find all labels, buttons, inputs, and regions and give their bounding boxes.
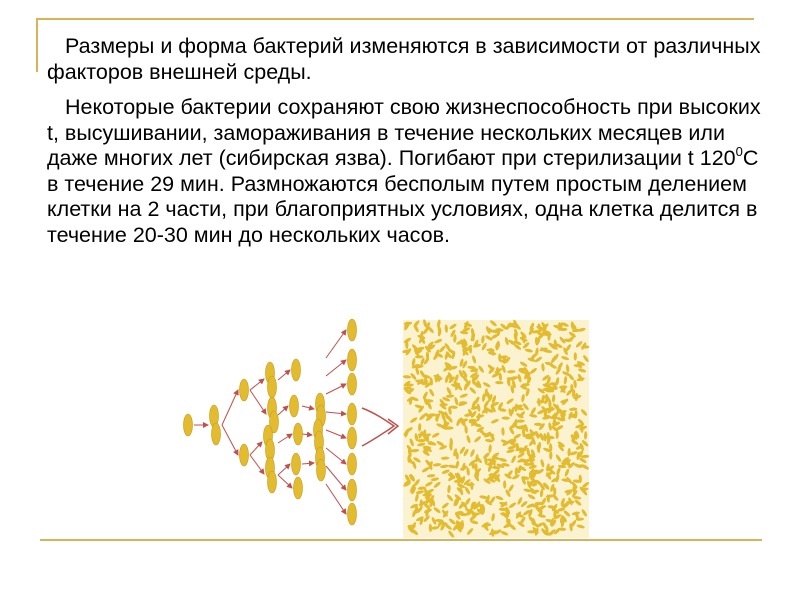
bacterial-division-figure (170, 318, 590, 540)
division-arrow (222, 390, 238, 425)
division-arrow (250, 455, 264, 474)
bacterium-cell (348, 319, 357, 341)
division-arrow (326, 330, 346, 358)
division-arrow (326, 448, 346, 464)
slide-text (47, 34, 767, 258)
division-arrow (302, 434, 312, 435)
paragraph-2 (47, 95, 767, 248)
bacterium-cell (184, 414, 193, 436)
colony-bacterium (474, 463, 477, 471)
paragraph-2-text-a: Некоторые бактерии сохраняют свою жизнеспособность при высоких t, высушивании, замораживания в течение нескольких месяцев или даже многих лет (сибирская язва). Погибают при стерилизации t 120 (47, 95, 761, 170)
bacterium-cell (348, 453, 357, 475)
degree-superscript: 0 (735, 143, 743, 159)
top-rule (36, 18, 754, 20)
division-arrow (326, 384, 346, 394)
dividing-bacterium-cell (268, 376, 277, 398)
big-arrow-icon (362, 408, 394, 446)
bacterium-cell (348, 503, 357, 525)
division-arrow (250, 390, 266, 414)
bacterium-cell (294, 477, 303, 499)
division-cells (184, 319, 357, 525)
paragraph-2-text-b: С в течение 29 мин. Размножаются бесполым путем простым делением клетки на 2 части, при благоприятных условиях, одна клетка делится в течение 20-30 мин до нескольких часов. (47, 146, 759, 247)
bacterium-cell (348, 403, 357, 425)
division-arrow (326, 360, 346, 376)
bacterium-cell (294, 423, 303, 445)
division-arrow (326, 484, 346, 514)
colony-bacterium (404, 387, 412, 390)
bacterium-cell (348, 479, 357, 501)
colony-bacterium (543, 388, 551, 391)
division-arrow (326, 430, 346, 438)
division-arrow (222, 425, 238, 455)
division-arrow (278, 434, 292, 443)
bacterium-cell (348, 427, 357, 449)
colony-bacterium (550, 416, 558, 419)
division-arrow (278, 370, 290, 380)
division-arrow (278, 406, 288, 415)
division-arrow (326, 466, 346, 490)
division-arrow (302, 463, 314, 464)
bacterium-cell (292, 359, 301, 381)
colony-bacterium (472, 461, 475, 469)
division-arrow (250, 379, 264, 390)
paragraph-1-text: Размеры и форма бактерий изменяются в зависимости от различных факторов внешней среды. (47, 34, 761, 84)
paragraph-1 (47, 34, 767, 85)
bacterium-cell (290, 395, 299, 417)
bacterium-cell (348, 349, 357, 371)
division-arrow (250, 442, 262, 455)
dividing-bacterium-cell (212, 423, 221, 445)
bacterium-cell (240, 379, 249, 401)
bacterium-cell (348, 373, 357, 395)
bacterium-cell (292, 453, 301, 475)
division-arrow (302, 406, 314, 409)
dividing-bacterium-cell (317, 459, 326, 481)
division-arrow (326, 412, 346, 414)
left-rule (36, 18, 38, 72)
division-arrow (278, 475, 292, 488)
dividing-bacterium-cell (268, 471, 277, 493)
division-arrow (278, 464, 290, 475)
bacterium-cell (240, 444, 249, 466)
